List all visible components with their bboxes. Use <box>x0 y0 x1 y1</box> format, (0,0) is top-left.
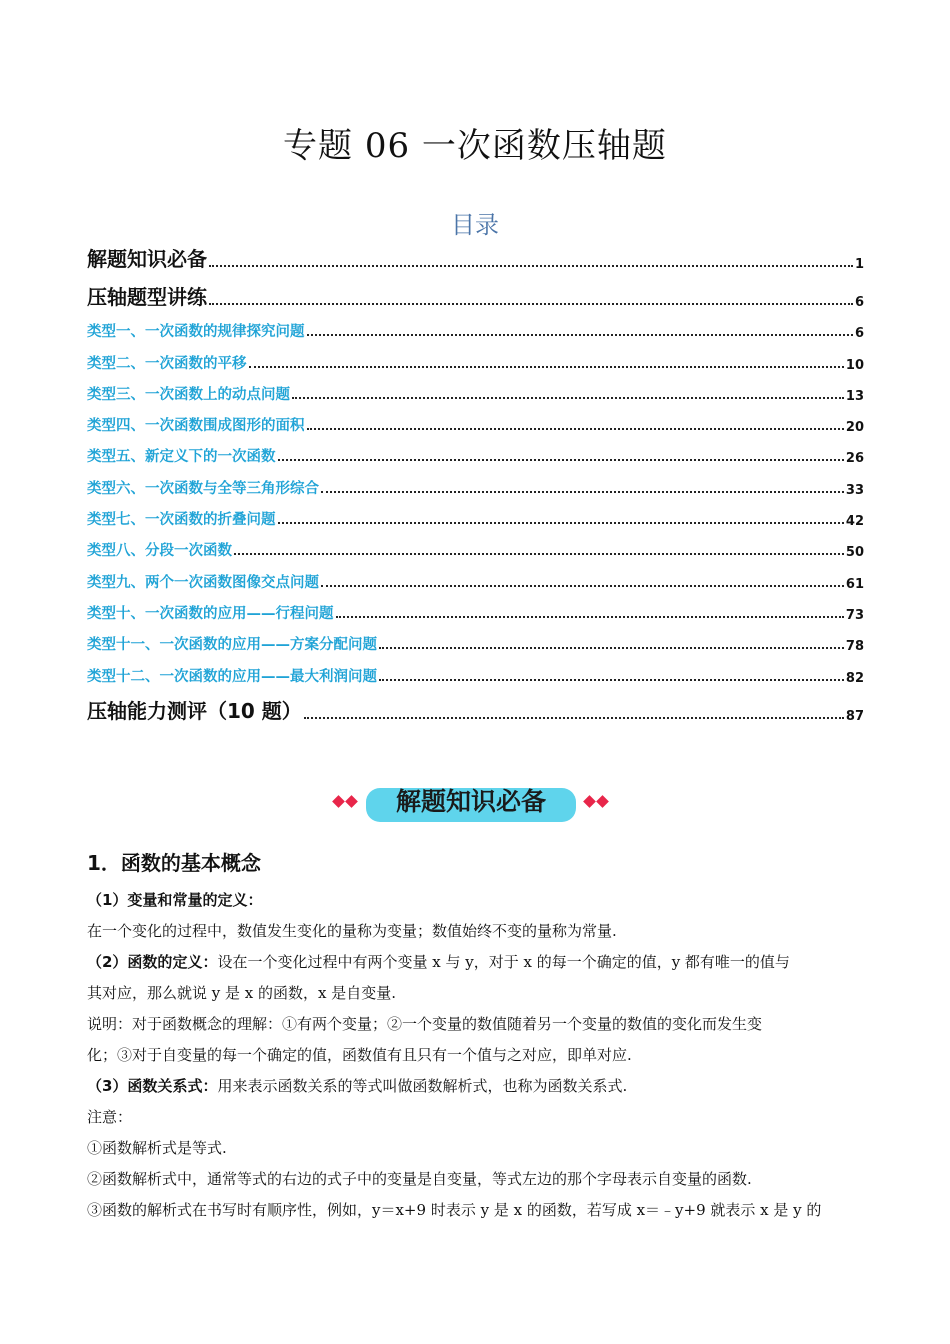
toc-entry-label: 类型十、一次函数的应用——行程问题 <box>87 605 334 622</box>
toc-entry-page: 20 <box>845 420 864 436</box>
toc-entry[interactable] <box>87 686 864 724</box>
diamond-icon <box>583 795 596 808</box>
toc-leader-dots <box>379 678 844 681</box>
toc-entry-page: 1 <box>854 257 864 272</box>
toc-entry-label: 解题知识必备 <box>87 247 207 271</box>
toc-entry-label: 类型十一、一次函数的应用——方案分配问题 <box>87 637 377 654</box>
toc-entry-label: 压轴题型讲练 <box>87 285 207 309</box>
toc-leader-dots <box>292 396 844 399</box>
toc-leader-dots <box>209 302 853 305</box>
paragraph: 化；③对于自变量的每一个确定的值，函数值有且只有一个值与之对应，即单对应. <box>87 1046 632 1064</box>
toc-leader-dots <box>249 365 844 368</box>
toc-entry-page: 42 <box>845 514 864 530</box>
toc-entry-page: 13 <box>845 388 864 404</box>
toc-entry[interactable] <box>87 466 864 497</box>
toc-entry[interactable] <box>87 310 864 341</box>
toc-leader-dots <box>379 646 844 649</box>
toc-entry-label: 类型一、一次函数的规律探究问题 <box>87 324 305 341</box>
toc-entry-label: 类型八、分段一次函数 <box>87 543 232 560</box>
table-of-contents <box>87 236 864 724</box>
toc-entry[interactable] <box>87 498 864 529</box>
toc-entry-label: 类型九、两个一次函数图像交点问题 <box>87 574 319 591</box>
subsection-title: （3）函数关系式： <box>87 1077 218 1095</box>
toc-entry[interactable] <box>87 592 864 623</box>
paragraph: 其对应，那么就说 y 是 x 的函数，x 是自变量. <box>87 984 397 1002</box>
toc-entry-label: 类型四、一次函数围成图形的面积 <box>87 418 305 435</box>
toc-entry-page: 61 <box>845 576 864 592</box>
paragraph: 在一个变化的过程中，数值发生变化的量称为变量；数值始终不变的量称为常量. <box>87 922 617 940</box>
toc-entry-page: 78 <box>845 639 864 655</box>
paragraph: 注意： <box>87 1108 133 1126</box>
toc-leader-dots <box>278 521 844 524</box>
banner-text: 解题知识必备 <box>395 787 546 816</box>
toc-entry[interactable] <box>87 373 864 404</box>
toc-entry-page: 6 <box>854 326 864 342</box>
toc-leader-dots <box>321 490 844 493</box>
toc-entry-page: 6 <box>854 295 864 310</box>
toc-entry[interactable] <box>87 435 864 466</box>
toc-entry-page: 50 <box>845 545 864 561</box>
section-heading: 1．函数的基本概念 <box>87 851 261 875</box>
list-item: ②函数解析式中，通常等式的右边的式子中的变量是自变量，等式左边的那个字母表示自变量的函数. <box>87 1170 752 1188</box>
toc-leader-dots <box>307 427 844 430</box>
toc-entry-label: 类型六、一次函数与全等三角形综合 <box>87 480 319 497</box>
toc-entry-label: 类型十二、一次函数的应用——最大利润问题 <box>87 668 377 685</box>
toc-entry-page: 87 <box>845 708 864 724</box>
toc-entry-page: 82 <box>845 670 864 686</box>
toc-leader-dots <box>278 458 844 461</box>
toc-entry[interactable] <box>87 404 864 435</box>
toc-entry-page: 26 <box>845 451 864 467</box>
paragraph: 设在一个变化过程中有两个变量 x 与 y，对于 x 的每一个确定的值，y 都有唯一的值与 <box>217 953 790 971</box>
diamond-icon <box>332 795 345 808</box>
toc-entry[interactable] <box>87 236 864 272</box>
toc-entry-page: 33 <box>845 482 864 498</box>
toc-entry[interactable] <box>87 272 864 310</box>
section-banner <box>0 780 950 824</box>
subsection-title: （1）变量和常量的定义： <box>87 891 263 909</box>
toc-entry[interactable] <box>87 560 864 591</box>
toc-leader-dots <box>304 716 844 719</box>
toc-entry[interactable] <box>87 529 864 560</box>
toc-entry-label: 类型五、新定义下的一次函数 <box>87 449 276 466</box>
toc-entry[interactable] <box>87 654 864 685</box>
toc-entry-label: 压轴能力测评（10 题） <box>87 698 302 723</box>
toc-leader-dots <box>336 615 844 618</box>
toc-leader-dots <box>209 264 853 267</box>
paragraph: 用来表示函数关系的等式叫做函数解析式，也称为函数关系式. <box>217 1077 628 1095</box>
list-item: ③函数的解析式在书写时有顺序性，例如，y＝x+9 时表示 y 是 x 的函数，若写成 x＝﹣y+9 就表示 x 是 y 的 <box>87 1201 822 1219</box>
toc-entry[interactable] <box>87 341 864 372</box>
toc-entry[interactable] <box>87 623 864 654</box>
diamond-icon <box>596 795 609 808</box>
toc-leader-dots <box>234 552 844 555</box>
toc-entry-page: 10 <box>845 357 864 373</box>
paragraph: 说明：对于函数概念的理解：①有两个变量；②一个变量的数值随着另一个变量的数值的变化而发生变 <box>87 1015 763 1033</box>
toc-heading: 目录 <box>451 211 499 239</box>
toc-entry-page: 73 <box>845 607 864 623</box>
toc-entry-label: 类型七、一次函数的折叠问题 <box>87 512 276 529</box>
content-section <box>87 848 864 1226</box>
list-item: ①函数解析式是等式. <box>87 1139 227 1157</box>
toc-leader-dots <box>321 584 844 587</box>
toc-entry-label: 类型三、一次函数上的动点问题 <box>87 386 290 403</box>
page-title: 专题 06 一次函数压轴题 <box>283 126 667 166</box>
diamond-icon <box>345 795 358 808</box>
toc-leader-dots <box>307 333 853 336</box>
toc-entry-label: 类型二、一次函数的平移 <box>87 355 247 372</box>
subsection-title: （2）函数的定义： <box>87 953 218 971</box>
